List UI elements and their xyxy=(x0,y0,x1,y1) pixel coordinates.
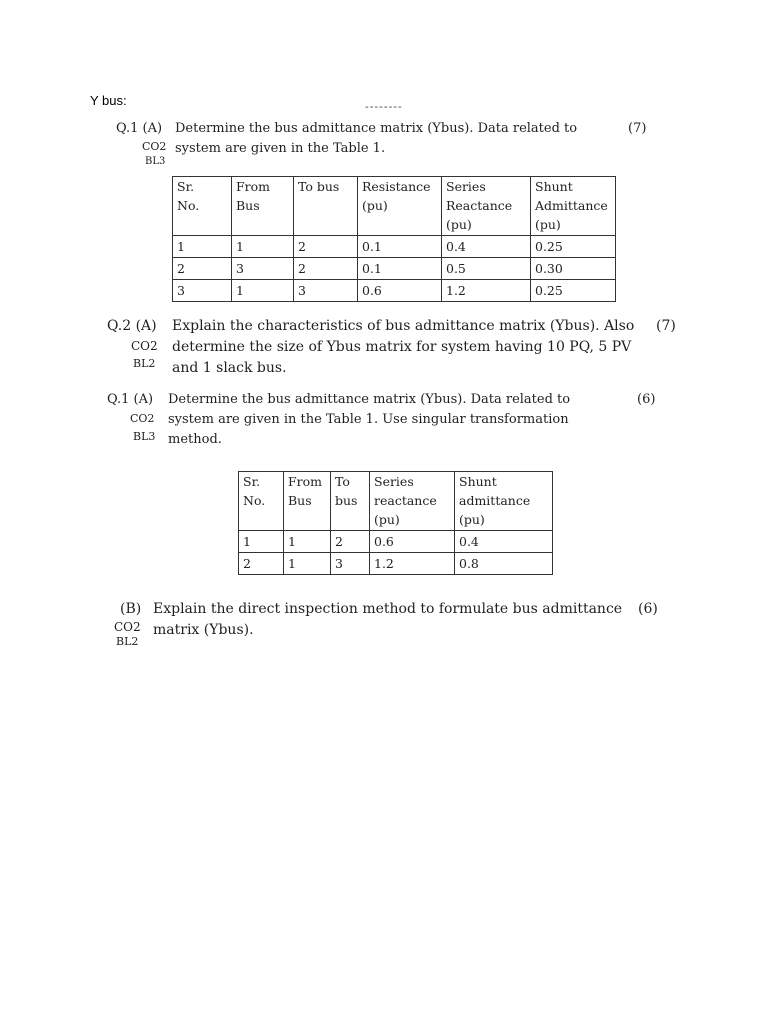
dash-separator: -------- xyxy=(365,100,403,113)
table-cell: 2 xyxy=(173,258,232,280)
data-table-1 xyxy=(172,176,616,302)
question-number: (B) xyxy=(120,601,142,617)
data-table-2 xyxy=(238,471,553,575)
question-line: method. xyxy=(168,432,222,447)
question-line: system are given in the Table 1. Use singular transformation xyxy=(168,412,569,427)
question-line: determine the size of Ybus matrix for system having 10 PQ, 5 PV xyxy=(172,339,632,355)
table-cell: 2 xyxy=(239,553,284,575)
table-row xyxy=(173,236,616,258)
question-number: Q.1 (A) xyxy=(107,392,154,407)
table-cell: 0.1 xyxy=(358,258,442,280)
question-line: Explain the direct inspection method to formulate bus admittance xyxy=(153,601,623,617)
table-cell: 3 xyxy=(173,280,232,302)
header-cell: From Bus xyxy=(232,177,294,236)
question-marks: (7) xyxy=(656,318,676,334)
header-cell: Shunt Admittance (pu) xyxy=(531,177,616,236)
question-line: Determine the bus admittance matrix (Ybus). Data related to xyxy=(168,392,571,407)
table-cell: 1 xyxy=(239,531,284,553)
table-cell: 0.25 xyxy=(531,280,616,302)
table-cell: 3 xyxy=(294,280,358,302)
table-cell: 0.4 xyxy=(442,236,531,258)
header-cell: To bus xyxy=(331,472,370,531)
question-text xyxy=(172,316,634,379)
table-cell: 1 xyxy=(232,236,294,258)
table-cell: 1 xyxy=(284,553,331,575)
table-row xyxy=(239,531,553,553)
table-cell: 0.8 xyxy=(455,553,553,575)
table-cell: 2 xyxy=(331,531,370,553)
table-cell: 0.6 xyxy=(370,531,455,553)
course-outcome: CO2 xyxy=(131,339,158,353)
question-text xyxy=(153,599,622,641)
course-outcome: CO2 xyxy=(114,620,141,634)
table-cell: 3 xyxy=(331,553,370,575)
header-cell: To bus xyxy=(294,177,358,236)
question-marks: (6) xyxy=(638,601,658,617)
question-line: Explain the characteristics of bus admittance matrix (Ybus). Also xyxy=(172,318,635,334)
header-cell: From Bus xyxy=(284,472,331,531)
question-line: matrix (Ybus). xyxy=(153,622,254,638)
header-cell: Resistance (pu) xyxy=(358,177,442,236)
table-row xyxy=(173,258,616,280)
bloom-level: BL2 xyxy=(133,357,156,370)
table-row xyxy=(239,553,553,575)
table-cell: 0.30 xyxy=(531,258,616,280)
table-cell: 1.2 xyxy=(442,280,531,302)
table-cell: 2 xyxy=(294,258,358,280)
question-line: and 1 slack bus. xyxy=(172,360,287,376)
table-cell: 1 xyxy=(173,236,232,258)
table-cell: 1 xyxy=(284,531,331,553)
question-line: system are given in the Table 1. xyxy=(175,141,386,156)
table-header-row xyxy=(239,472,553,531)
course-outcome: CO2 xyxy=(130,412,155,425)
page-heading: Y bus: xyxy=(90,93,127,108)
header-cell: Sr. No. xyxy=(173,177,232,236)
table-cell: 3 xyxy=(232,258,294,280)
question-line: Determine the bus admittance matrix (Ybus). Data related to xyxy=(175,121,578,136)
table-cell: 0.1 xyxy=(358,236,442,258)
header-cell: Series Reactance (pu) xyxy=(442,177,531,236)
bloom-level: BL3 xyxy=(133,430,156,443)
question-marks: (6) xyxy=(637,392,656,407)
question-number: Q.1 (A) xyxy=(116,121,163,136)
table-cell: 2 xyxy=(294,236,358,258)
question-text xyxy=(175,119,577,159)
table-cell: 0.5 xyxy=(442,258,531,280)
table-cell: 0.25 xyxy=(531,236,616,258)
table-row xyxy=(173,280,616,302)
bloom-level: BL3 xyxy=(145,156,166,167)
question-marks: (7) xyxy=(628,121,647,136)
question-number: Q.2 (A) xyxy=(107,318,157,334)
table-cell: 1.2 xyxy=(370,553,455,575)
course-outcome: CO2 xyxy=(142,140,167,153)
question-text xyxy=(168,390,570,450)
header-cell: Series reactance (pu) xyxy=(370,472,455,531)
table-cell: 1 xyxy=(232,280,294,302)
header-cell: Shunt admittance (pu) xyxy=(455,472,553,531)
table-header-row xyxy=(173,177,616,236)
table-cell: 0.6 xyxy=(358,280,442,302)
table-cell: 0.4 xyxy=(455,531,553,553)
header-cell: Sr. No. xyxy=(239,472,284,531)
bloom-level: BL2 xyxy=(116,635,139,648)
